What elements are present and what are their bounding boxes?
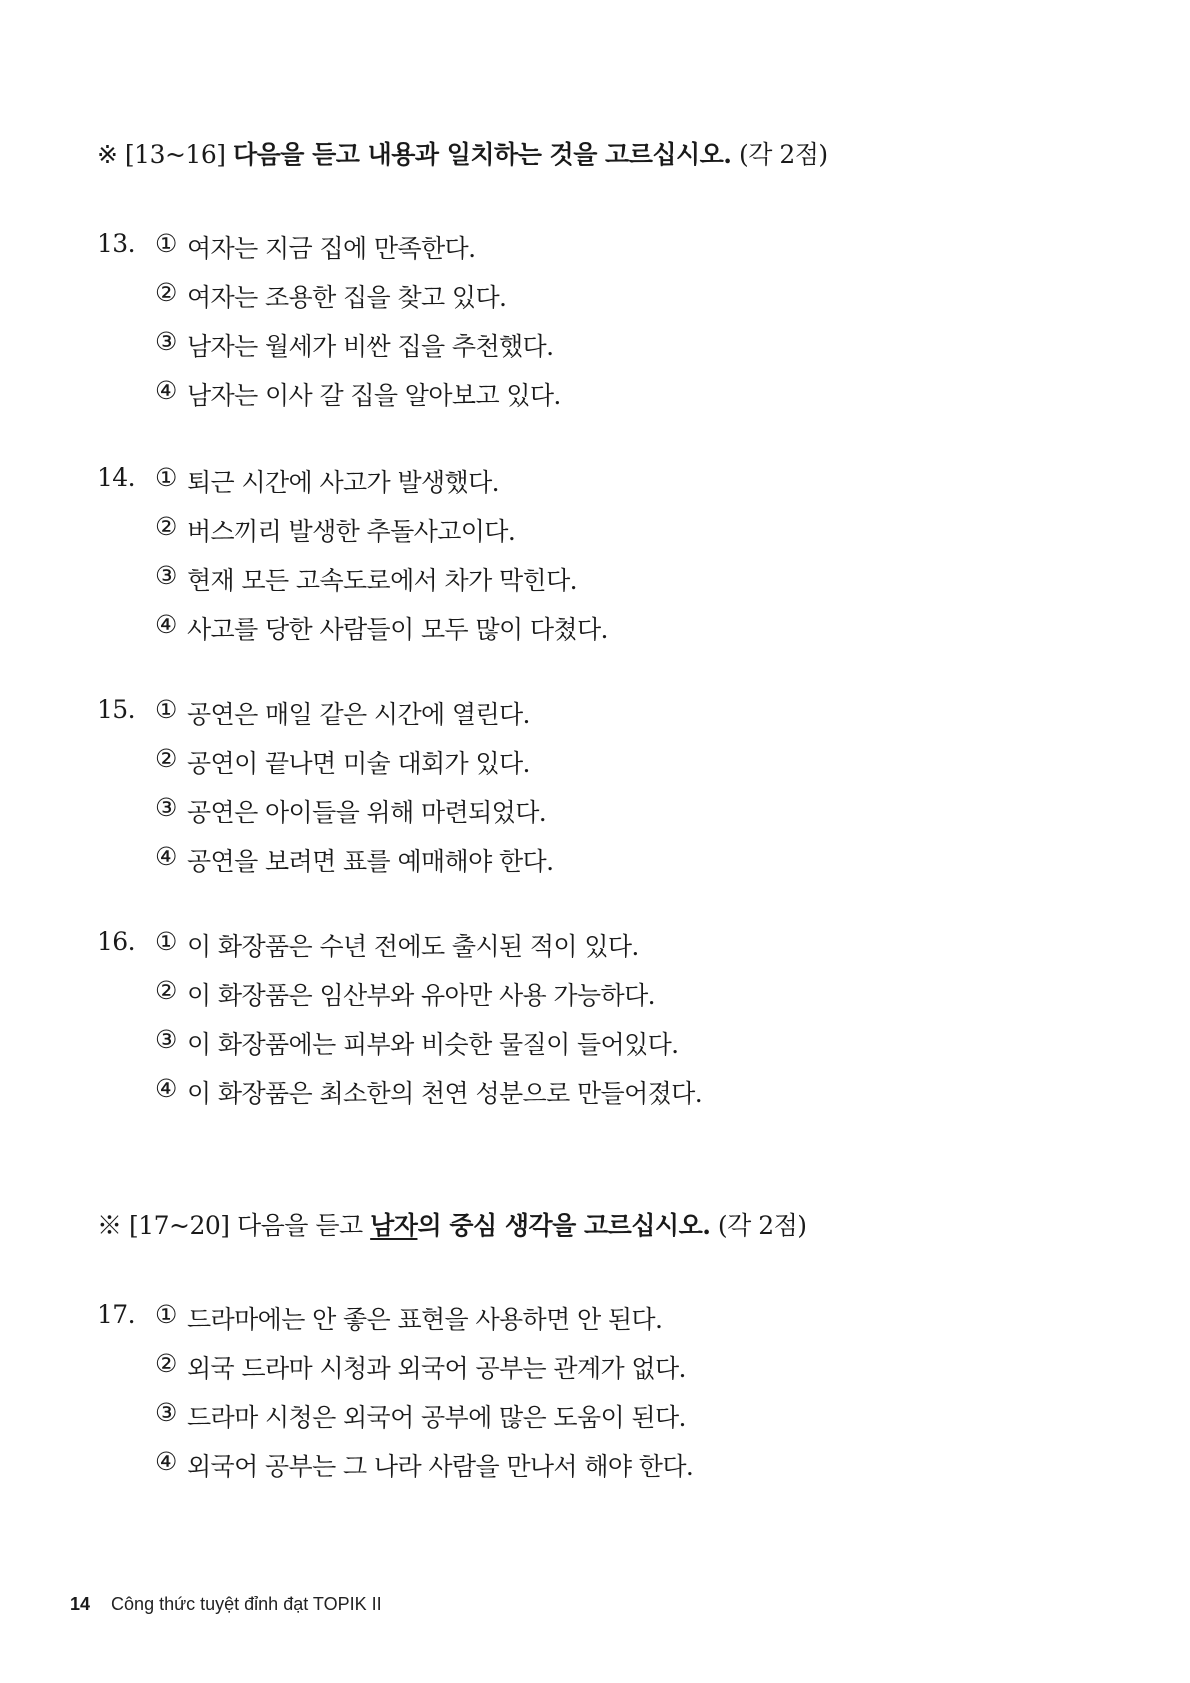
option-text: 버스끼리 발생한 추돌사고이다. (187, 517, 516, 546)
section-instruction: 다음을 듣고 내용과 일치하는 것을 고르십시오. (232, 140, 732, 169)
option-marker: ③ (155, 561, 177, 590)
section-header-13-16 (97, 135, 828, 171)
option-marker: ② (155, 512, 177, 541)
question-number: 16. (97, 927, 135, 956)
option-text: 공연은 매일 같은 시간에 열린다. (187, 700, 530, 729)
question-number: 14. (97, 463, 135, 492)
option-text: 이 화장품에는 피부와 비슷한 물질이 들어있다. (187, 1030, 679, 1059)
book-title: Công thức tuyệt đỉnh đạt TOPIK II (111, 1594, 382, 1614)
reference-mark: ※ (97, 140, 118, 169)
option-text: 드라마에는 안 좋은 표현을 사용하면 안 된다. (187, 1305, 663, 1334)
option-marker: ④ (155, 842, 177, 871)
option-marker: ① (155, 1300, 177, 1329)
option-marker: ④ (155, 376, 177, 405)
option-marker: ② (155, 744, 177, 773)
option-marker: ① (155, 463, 177, 492)
option-text: 여자는 지금 집에 만족한다. (187, 234, 476, 263)
option-text: 퇴근 시간에 사고가 발생했다. (187, 468, 499, 497)
option-marker: ③ (155, 1398, 177, 1427)
option-text: 드라마 시청은 외국어 공부에 많은 도움이 된다. (187, 1403, 686, 1432)
section-instruction-emphasis: 남자 (370, 1211, 418, 1240)
option-marker: ① (155, 927, 177, 956)
question-range: [13~16] (124, 140, 226, 169)
option-marker: ③ (155, 793, 177, 822)
reference-mark: ※ (97, 1211, 122, 1240)
option-text: 사고를 당한 사람들이 모두 많이 다쳤다. (187, 615, 608, 644)
question-range: [17~20] (128, 1211, 230, 1240)
page-number: 14 (70, 1594, 91, 1614)
option-marker: ① (155, 695, 177, 724)
option-text: 이 화장품은 수년 전에도 출시된 적이 있다. (187, 932, 639, 961)
option-text: 외국어 공부는 그 나라 사람을 만나서 해야 한다. (187, 1452, 694, 1481)
option-text: 여자는 조용한 집을 찾고 있다. (187, 283, 507, 312)
section-instruction-before: 다음을 듣고 (237, 1211, 363, 1240)
option-text: 이 화장품은 최소한의 천연 성분으로 만들어졌다. (187, 1079, 703, 1108)
option-text: 공연을 보려면 표를 예매해야 한다. (187, 847, 554, 876)
option-marker: ② (155, 278, 177, 307)
option-text: 공연은 아이들을 위해 마련되었다. (187, 798, 547, 827)
option-marker: ① (155, 229, 177, 258)
option-text: 외국 드라마 시청과 외국어 공부는 관계가 없다. (187, 1354, 686, 1383)
question-number: 13. (97, 229, 135, 258)
option-marker: ④ (155, 610, 177, 639)
points-note: (각 2점) (717, 1211, 807, 1240)
section-header-17-20 (97, 1206, 807, 1242)
option-marker: ② (155, 1349, 177, 1378)
section-instruction-after: 의 중심 생각을 고르십시오. (417, 1211, 711, 1240)
option-marker: ④ (155, 1447, 177, 1476)
option-marker: ③ (155, 1025, 177, 1054)
points-note: (각 2점) (738, 140, 828, 169)
option-text: 남자는 이사 갈 집을 알아보고 있다. (187, 381, 561, 410)
question-number: 17. (97, 1300, 135, 1329)
question-number: 15. (97, 695, 135, 724)
option-text: 공연이 끝나면 미술 대회가 있다. (187, 749, 530, 778)
page-footer (70, 1594, 382, 1615)
option-marker: ④ (155, 1074, 177, 1103)
option-text: 현재 모든 고속도로에서 차가 막힌다. (187, 566, 577, 595)
option-text: 남자는 월세가 비싼 집을 추천했다. (187, 332, 554, 361)
option-marker: ③ (155, 327, 177, 356)
option-marker: ② (155, 976, 177, 1005)
option-text: 이 화장품은 임산부와 유아만 사용 가능하다. (187, 981, 655, 1010)
